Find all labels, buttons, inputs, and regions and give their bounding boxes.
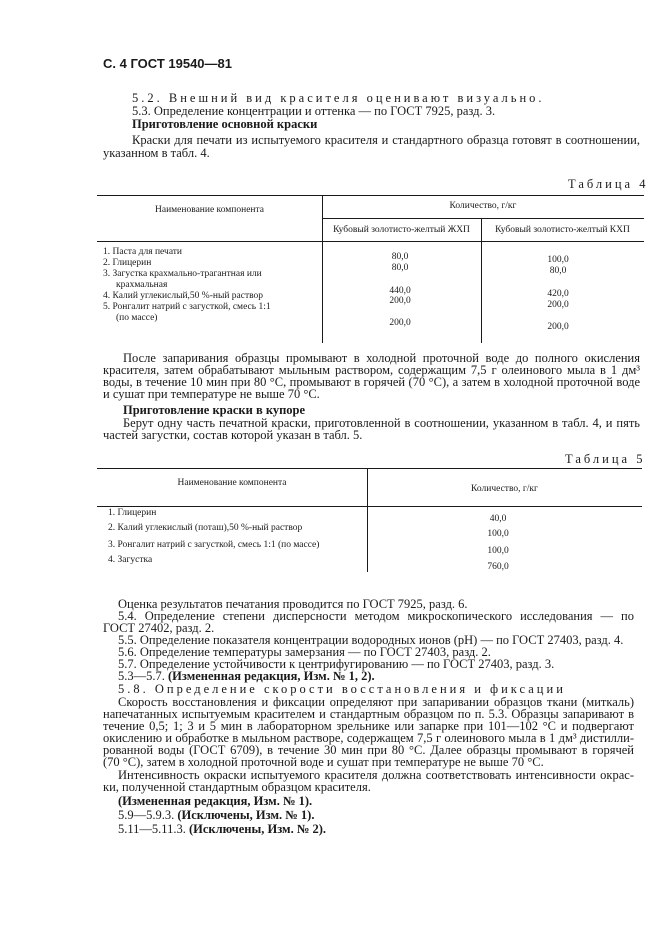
table4-row-3-cont: крахмальная	[116, 280, 168, 290]
table5-row-2-name: 2. Калий углекислый (поташ),50 %-ный раствор	[108, 523, 303, 533]
table4-row-5-name: 5. Ронгалит натрий с загусткой, смесь 1:1	[103, 302, 271, 312]
section-5-3-5-7-number: 5.3—5.7.	[118, 669, 165, 683]
table5-caption: Таблица 5	[565, 452, 646, 466]
table4-sub-rule	[323, 218, 644, 219]
table5-col-qty: Количество, г/кг	[471, 484, 538, 494]
table5-header-rule	[97, 506, 642, 507]
table5-row-2-qty: 100,0	[487, 529, 509, 539]
section-5-3: 5.3. Определение концентрации и оттенка — по ГОСТ 7925, разд. 3.	[132, 104, 496, 118]
table5-col-name: Наименование компонента	[177, 478, 287, 488]
table4-row-2-name: 2. Глицерин	[103, 258, 152, 268]
kuper-line-2: частей загустки, состав которой указан в табл. 5.	[103, 428, 363, 442]
table4-row-3-a: 440,0	[389, 286, 411, 296]
section-5-3-5-7	[118, 669, 375, 683]
section-5-7: 5.7. Определение устойчивости к центрифугированию — по ГОСТ 27403, разд. 3.	[118, 657, 555, 671]
table4-row-1-a: 80,0	[391, 252, 409, 262]
section-5-3-5-7-note: (Измененная редакция, Изм. № 1, 2).	[168, 669, 375, 683]
prep-text-line-2: указанном в табл. 4.	[103, 146, 210, 160]
table4-col-b: Кубовый золотисто-желтый КХП	[495, 225, 630, 235]
table4-row-4-b: 200,0	[547, 300, 569, 310]
page-header: С. 4 ГОСТ 19540—81	[103, 56, 232, 71]
table4-col-divider-2	[481, 218, 482, 343]
section-5-8-line-6: (70 °С), затем в холодной проточной воде и сушат при температуре не выше 70 °С.	[103, 755, 544, 769]
section-5-11-number: 5.11—5.11.3.	[118, 822, 186, 836]
table4-row-4-a: 200,0	[389, 296, 411, 306]
table4-caption: Таблица 4	[568, 177, 649, 191]
table5-row-3-qty: 100,0	[487, 546, 509, 556]
section-5-9-note: (Исключены, Изм. № 1).	[177, 808, 315, 822]
after-steaming-line-3: воды, в течение 10 мин при 80 °С, промывают в горячей (70 °С), а затем в холодной проточной воде	[103, 375, 640, 389]
table4-header-rule	[97, 241, 644, 242]
section-5-2: 5.2. Внешний вид красителя оценивают визуально.	[132, 91, 545, 105]
section-5-4-line-2: ГОСТ 27402, разд. 2.	[103, 621, 215, 635]
table4-row-5-b: 200,0	[547, 322, 569, 332]
section-5-8-line-4: окислению и обработке в мыльном растворе, содержащем 7,5 г олеинового мыла в 1 дм³ дистилли-	[103, 731, 634, 745]
section-5-11-note: (Исключены, Изм. № 2).	[188, 822, 327, 836]
section-5-9-number: 5.9—5.9.3.	[118, 808, 175, 822]
section-5-11	[118, 822, 326, 836]
section-5-8-line-5: рованной воды (ГОСТ 6709), в течение 30 мин при 80 °С. Далее образцы промывают в горячей	[103, 743, 634, 757]
table4-row-3-name: 3. Загустка крахмально-трагантная или	[103, 269, 262, 279]
table5-row-1-qty: 40,0	[489, 514, 507, 524]
intensity-line-1: Интенсивность окраски испытуемого красителя должна соответствовать интенсивности окрас-	[118, 768, 634, 782]
table4-row-2-b: 80,0	[549, 266, 567, 276]
table4-row-4-name: 4. Калий углекислый,50 %-ный раствор	[103, 291, 264, 301]
section-5-8-heading: 5.8. Определение скорости восстановления и фиксации	[118, 682, 566, 696]
kuper-line-1: Берут одну часть печатной краски, приготовленной в соотношении, указанном в табл. 4, и пять	[123, 416, 640, 430]
section-5-5: 5.5. Определение показателя концентрации водородных ионов (рН) — по ГОСТ 27403, разд. 4.	[118, 633, 624, 647]
table4-top-rule	[97, 195, 644, 196]
table4-row-3-b: 420,0	[547, 289, 569, 299]
amendment-1-note: (Измененная редакция, Изм. № 1).	[118, 794, 313, 808]
section-5-9	[118, 808, 314, 822]
table5-top-rule	[97, 468, 642, 469]
table4-col-divider-1	[322, 195, 323, 343]
section-5-8-line-1: Скорость восстановления и фиксации определяют при запаривании образцов ткани (миткаль)	[118, 695, 634, 709]
table4-row-2-a: 80,0	[391, 263, 409, 273]
table4-row-1-name: 1. Паста для печати	[103, 247, 183, 257]
prep-heading: Приготовление основной краски	[132, 117, 318, 131]
table4-col-name: Наименование компонента	[155, 205, 264, 215]
table4-row-1-b: 100,0	[547, 255, 569, 265]
after-steaming-line-1: После запаривания образцы промывают в холодной проточной воде до полного окисления	[123, 351, 640, 365]
table4-row-5-a: 200,0	[389, 318, 411, 328]
table4-col-qty: Количество, г/кг	[449, 201, 517, 211]
evaluation-line: Оценка результатов печатания проводится по ГОСТ 7925, разд. 6.	[118, 597, 468, 611]
section-5-4-line-1: 5.4. Определение степени дисперсности методом микроскопического исследования — по	[118, 609, 634, 623]
after-steaming-line-2: красителя, затем обрабатывают мыльным раствором, содержащим 7,5 г олеинового мыла в 1 дм³	[103, 363, 640, 377]
kuper-heading: Приготовление краски в купоре	[123, 403, 306, 417]
table5-row-4-qty: 760,0	[487, 562, 509, 572]
table5-row-4-name: 4. Загустка	[108, 555, 153, 565]
prep-text-line-1: Краски для печати из испытуемого красителя и стандартного образца готовят в соотношении,	[132, 133, 640, 147]
section-5-6: 5.6. Определение температуры замерзания — по ГОСТ 27403, разд. 2.	[118, 645, 491, 659]
table4-row-5-cont: (по массе)	[116, 313, 158, 323]
after-steaming-line-4: и сушат при температуре не выше 70 °С.	[103, 387, 320, 401]
section-5-8-line-3: течение 0,5; 1; 3 и 5 мин в лабораторном зрельнике или запарке при 101—102 °С и подвергают	[103, 719, 634, 733]
table4-col-a: Кубовый золотисто-желтый ЖХП	[333, 225, 470, 235]
table5-row-3-name: 3. Ронгалит натрий с загусткой, смесь 1:1 (по массе)	[108, 540, 320, 550]
intensity-line-2: ки, полученной стандартным образцом красителя.	[103, 780, 371, 794]
section-5-8-line-2: напечатанных испытуемым красителем и стандартным образцом по п. 5.3. Образцы запаривают в	[103, 707, 634, 721]
table5-row-1-name: 1. Глицерин	[108, 508, 157, 518]
